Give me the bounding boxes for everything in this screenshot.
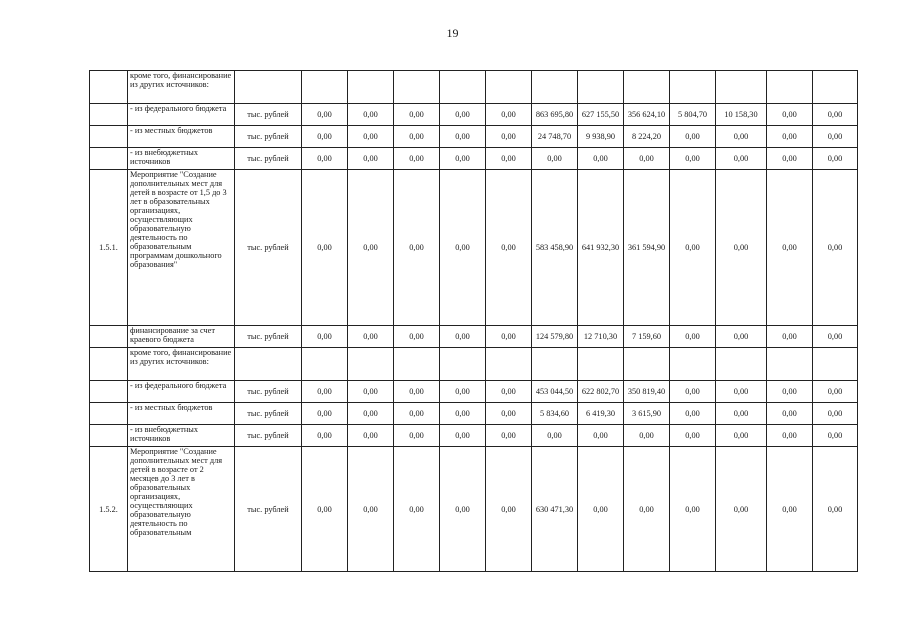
value-cell: 0,00 xyxy=(813,126,858,148)
table-row xyxy=(90,71,858,104)
row-description: - из внебюджетных источников xyxy=(128,425,235,447)
table-row xyxy=(90,326,858,348)
value-cell: 6 419,30 xyxy=(578,403,624,425)
value-cell: 0,00 xyxy=(670,403,716,425)
value-cell xyxy=(767,348,813,381)
value-cell: 24 748,70 xyxy=(532,126,578,148)
value-cell: 630 471,30 xyxy=(532,447,578,572)
row-unit: тыс. рублей xyxy=(235,326,302,348)
value-cell: 0,00 xyxy=(348,104,394,126)
value-cell: 0,00 xyxy=(716,126,767,148)
value-cell: 124 579,80 xyxy=(532,326,578,348)
value-cell: 0,00 xyxy=(394,447,440,572)
value-cell xyxy=(813,348,858,381)
value-cell xyxy=(348,348,394,381)
value-cell: 0,00 xyxy=(670,447,716,572)
value-cell xyxy=(348,71,394,104)
value-cell: 0,00 xyxy=(716,403,767,425)
value-cell: 0,00 xyxy=(440,425,486,447)
row-unit: тыс. рублей xyxy=(235,381,302,403)
row-code xyxy=(90,348,128,381)
value-cell xyxy=(670,71,716,104)
value-cell: 0,00 xyxy=(302,326,348,348)
value-cell: 7 159,60 xyxy=(624,326,670,348)
budget-table xyxy=(89,70,858,572)
row-description: Мероприятие "Создание дополнительных мест для детей в возрасте от 1,5 до 3 лет в образовательных организациях, осуществляющих образовательную деятельность по образовательным программам дошкольного образования" xyxy=(128,170,235,326)
row-code xyxy=(90,71,128,104)
value-cell: 0,00 xyxy=(578,447,624,572)
table-row xyxy=(90,381,858,403)
value-cell xyxy=(532,348,578,381)
value-cell: 0,00 xyxy=(394,104,440,126)
value-cell: 0,00 xyxy=(302,425,348,447)
value-cell: 0,00 xyxy=(670,126,716,148)
value-cell xyxy=(716,348,767,381)
value-cell: 0,00 xyxy=(348,447,394,572)
row-code xyxy=(90,126,128,148)
row-code xyxy=(90,403,128,425)
value-cell: 0,00 xyxy=(486,170,532,326)
value-cell: 583 458,90 xyxy=(532,170,578,326)
value-cell xyxy=(767,71,813,104)
value-cell: 0,00 xyxy=(486,447,532,572)
row-description: кроме того, финансирование из других источников: xyxy=(128,71,235,104)
value-cell: 0,00 xyxy=(486,326,532,348)
table-row xyxy=(90,447,858,572)
value-cell: 0,00 xyxy=(813,170,858,326)
value-cell: 0,00 xyxy=(394,381,440,403)
value-cell: 0,00 xyxy=(348,148,394,170)
value-cell: 0,00 xyxy=(716,326,767,348)
value-cell: 0,00 xyxy=(394,425,440,447)
value-cell: 0,00 xyxy=(670,326,716,348)
row-description: кроме того, финансирование из других источников: xyxy=(128,348,235,381)
value-cell: 0,00 xyxy=(348,381,394,403)
value-cell: 0,00 xyxy=(394,148,440,170)
row-unit xyxy=(235,71,302,104)
row-description: - из местных бюджетов xyxy=(128,403,235,425)
row-unit: тыс. рублей xyxy=(235,104,302,126)
value-cell: 350 819,40 xyxy=(624,381,670,403)
value-cell: 0,00 xyxy=(440,148,486,170)
value-cell: 0,00 xyxy=(578,148,624,170)
value-cell: 0,00 xyxy=(440,126,486,148)
value-cell xyxy=(813,71,858,104)
row-code: 1.5.1. xyxy=(90,170,128,326)
value-cell: 0,00 xyxy=(486,148,532,170)
value-cell: 0,00 xyxy=(670,381,716,403)
value-cell: 0,00 xyxy=(486,104,532,126)
value-cell: 0,00 xyxy=(440,381,486,403)
row-unit xyxy=(235,348,302,381)
value-cell: 0,00 xyxy=(813,381,858,403)
value-cell: 0,00 xyxy=(302,447,348,572)
value-cell: 0,00 xyxy=(716,425,767,447)
value-cell: 0,00 xyxy=(716,447,767,572)
value-cell xyxy=(578,71,624,104)
value-cell: 0,00 xyxy=(394,170,440,326)
value-cell: 0,00 xyxy=(670,148,716,170)
value-cell: 0,00 xyxy=(767,170,813,326)
value-cell: 9 938,90 xyxy=(578,126,624,148)
value-cell xyxy=(578,348,624,381)
value-cell: 0,00 xyxy=(302,403,348,425)
value-cell: 5 804,70 xyxy=(670,104,716,126)
value-cell: 0,00 xyxy=(348,403,394,425)
value-cell: 0,00 xyxy=(767,148,813,170)
value-cell: 3 615,90 xyxy=(624,403,670,425)
table-row xyxy=(90,126,858,148)
row-description: финансирование за счет краевого бюджета xyxy=(128,326,235,348)
value-cell: 0,00 xyxy=(486,425,532,447)
value-cell: 0,00 xyxy=(716,381,767,403)
row-description: - из местных бюджетов xyxy=(128,126,235,148)
row-description: Мероприятие "Создание дополнительных мест для детей в возрасте от 2 месяцев до 3 лет в образовательных организациях, осуществляющих образовательную деятельность по образовательным xyxy=(128,447,235,572)
value-cell: 0,00 xyxy=(813,447,858,572)
value-cell: 0,00 xyxy=(348,425,394,447)
value-cell xyxy=(624,348,670,381)
value-cell xyxy=(486,71,532,104)
value-cell: 0,00 xyxy=(440,447,486,572)
value-cell: 0,00 xyxy=(624,447,670,572)
value-cell: 627 155,50 xyxy=(578,104,624,126)
value-cell: 0,00 xyxy=(302,148,348,170)
value-cell: 0,00 xyxy=(302,104,348,126)
value-cell: 0,00 xyxy=(670,170,716,326)
value-cell: 0,00 xyxy=(813,425,858,447)
value-cell: 0,00 xyxy=(486,126,532,148)
value-cell: 0,00 xyxy=(394,126,440,148)
page-number: 19 xyxy=(446,26,459,40)
row-unit: тыс. рублей xyxy=(235,170,302,326)
value-cell: 0,00 xyxy=(813,403,858,425)
table-row xyxy=(90,403,858,425)
value-cell: 0,00 xyxy=(302,381,348,403)
value-cell: 0,00 xyxy=(624,425,670,447)
value-cell: 0,00 xyxy=(302,170,348,326)
value-cell: 0,00 xyxy=(767,403,813,425)
value-cell: 0,00 xyxy=(532,425,578,447)
value-cell: 0,00 xyxy=(670,425,716,447)
table-row xyxy=(90,148,858,170)
value-cell: 0,00 xyxy=(348,126,394,148)
value-cell xyxy=(302,71,348,104)
value-cell xyxy=(624,71,670,104)
value-cell: 0,00 xyxy=(348,170,394,326)
value-cell: 863 695,80 xyxy=(532,104,578,126)
row-unit: тыс. рублей xyxy=(235,148,302,170)
row-unit: тыс. рублей xyxy=(235,425,302,447)
table-row xyxy=(90,170,858,326)
value-cell: 0,00 xyxy=(716,148,767,170)
value-cell xyxy=(532,71,578,104)
value-cell: 0,00 xyxy=(302,126,348,148)
value-cell: 0,00 xyxy=(532,148,578,170)
value-cell xyxy=(394,71,440,104)
value-cell xyxy=(440,348,486,381)
row-code xyxy=(90,425,128,447)
row-unit: тыс. рублей xyxy=(235,403,302,425)
value-cell: 453 044,50 xyxy=(532,381,578,403)
value-cell: 0,00 xyxy=(624,148,670,170)
row-code xyxy=(90,381,128,403)
value-cell: 0,00 xyxy=(394,326,440,348)
value-cell: 0,00 xyxy=(767,425,813,447)
value-cell: 0,00 xyxy=(767,447,813,572)
value-cell: 0,00 xyxy=(767,126,813,148)
value-cell: 356 624,10 xyxy=(624,104,670,126)
value-cell xyxy=(440,71,486,104)
value-cell xyxy=(716,71,767,104)
row-code xyxy=(90,326,128,348)
value-cell: 0,00 xyxy=(440,170,486,326)
value-cell: 361 594,90 xyxy=(624,170,670,326)
value-cell: 0,00 xyxy=(813,326,858,348)
value-cell: 0,00 xyxy=(813,148,858,170)
value-cell xyxy=(670,348,716,381)
value-cell: 0,00 xyxy=(486,381,532,403)
value-cell: 0,00 xyxy=(813,104,858,126)
value-cell: 0,00 xyxy=(348,326,394,348)
value-cell xyxy=(302,348,348,381)
value-cell: 622 802,70 xyxy=(578,381,624,403)
value-cell: 0,00 xyxy=(440,104,486,126)
row-description: - из внебюджетных источников xyxy=(128,148,235,170)
value-cell: 0,00 xyxy=(767,381,813,403)
table-row xyxy=(90,104,858,126)
value-cell xyxy=(486,348,532,381)
row-code xyxy=(90,104,128,126)
value-cell: 10 158,30 xyxy=(716,104,767,126)
row-unit: тыс. рублей xyxy=(235,447,302,572)
row-description: - из федерального бюджета xyxy=(128,104,235,126)
value-cell: 5 834,60 xyxy=(532,403,578,425)
value-cell: 0,00 xyxy=(578,425,624,447)
value-cell: 0,00 xyxy=(440,403,486,425)
value-cell: 0,00 xyxy=(767,104,813,126)
value-cell: 0,00 xyxy=(767,326,813,348)
value-cell: 0,00 xyxy=(440,326,486,348)
row-unit: тыс. рублей xyxy=(235,126,302,148)
value-cell: 12 710,30 xyxy=(578,326,624,348)
value-cell: 0,00 xyxy=(716,170,767,326)
table-row xyxy=(90,425,858,447)
row-code: 1.5.2. xyxy=(90,447,128,572)
row-code xyxy=(90,148,128,170)
value-cell: 0,00 xyxy=(486,403,532,425)
value-cell: 8 224,20 xyxy=(624,126,670,148)
table-row xyxy=(90,348,858,381)
value-cell xyxy=(394,348,440,381)
row-description: - из федерального бюджета xyxy=(128,381,235,403)
value-cell: 641 932,30 xyxy=(578,170,624,326)
value-cell: 0,00 xyxy=(394,403,440,425)
